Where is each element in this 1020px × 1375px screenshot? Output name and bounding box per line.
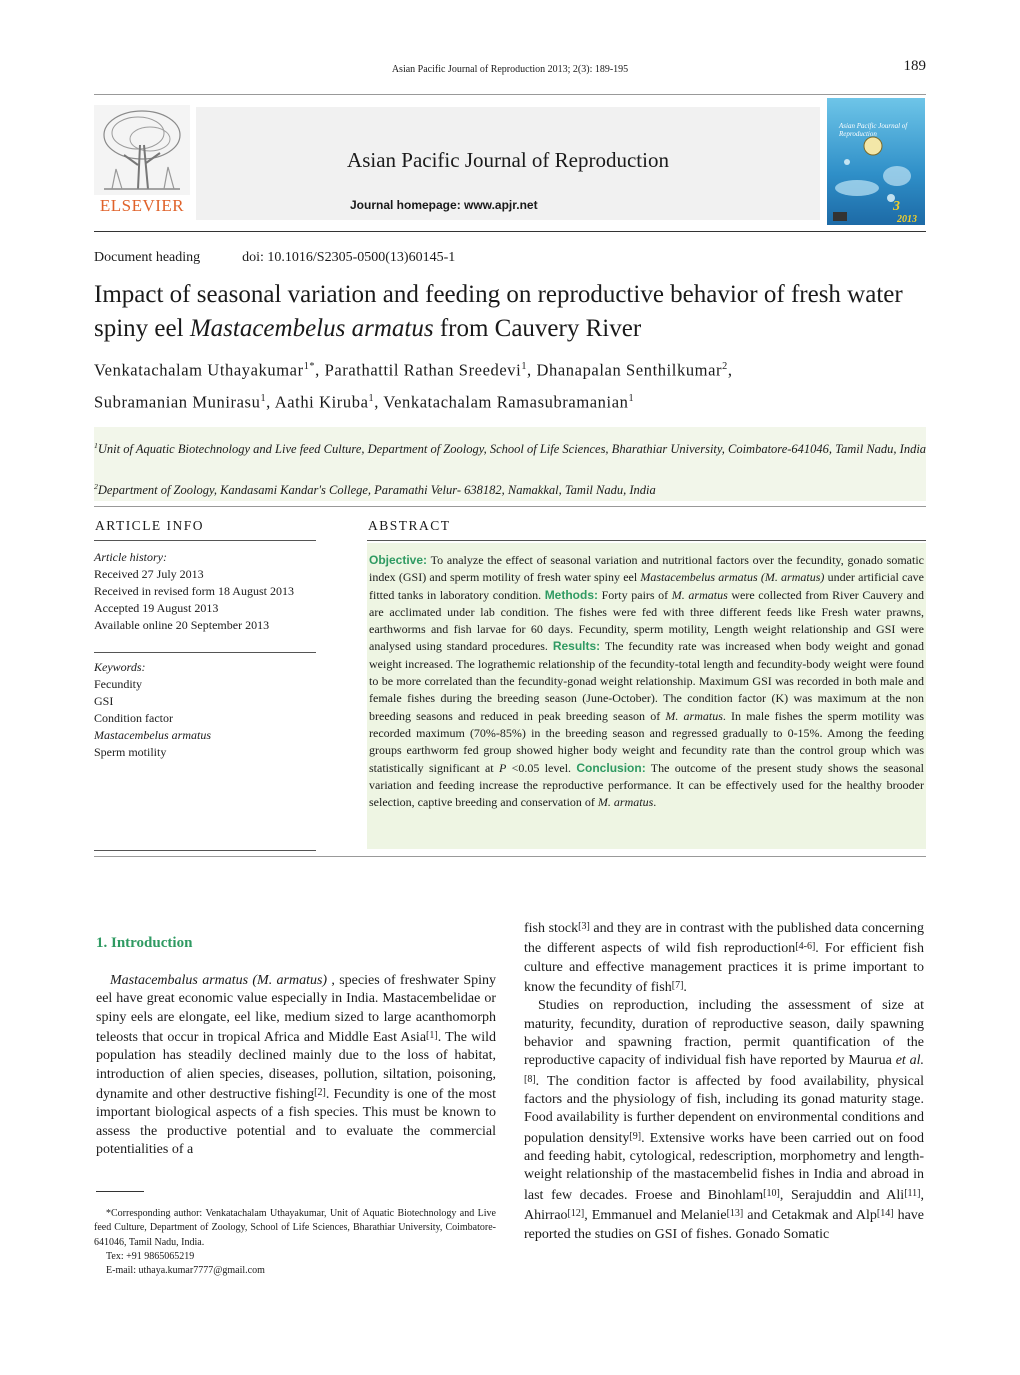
author-affiliation-mark: 1: [368, 392, 375, 404]
citation: [13]: [726, 1208, 744, 1220]
page-number: 189: [903, 58, 926, 74]
cover-issue: 3: [893, 199, 900, 214]
citation: [9]: [629, 1130, 642, 1142]
keywords-rule: [94, 850, 316, 851]
objective-label: Objective:: [369, 553, 428, 567]
author-affiliation-mark: 1*: [303, 361, 316, 372]
results-label: Results:: [552, 639, 601, 654]
keyword: Fecundity: [94, 677, 142, 691]
author-affiliation-mark: 2: [722, 361, 728, 372]
author: Subramanian Munirasu: [94, 392, 261, 411]
author-affiliation-mark: 1: [260, 392, 267, 404]
document-heading-line: [94, 250, 455, 266]
corresponding-author-footnote: *Corresponding author: Venkatachalam Uthayakumar, Unit of Aquatic Biotechnology and Live feed Culture, Department of Zoology, School of Life Sciences, Bharathiar University, Coimbatore-641046, Tamil Nadu, India. Tex: +91 9865065219 E-mail: uthaya.kumar7777@gmail.com: [94, 1207, 496, 1278]
intro-column-2: [524, 918, 924, 1244]
cover-title: Asian Pacific Journal of Reproduction: [839, 122, 908, 138]
running-header: Asian Pacific Journal of Reproduction 2013; 2(3): 189-195: [391, 64, 629, 75]
footnote-rule: [96, 1191, 144, 1192]
history-rule: [94, 652, 316, 653]
footnote-email[interactable]: E-mail: uthaya.kumar7777@gmail.com: [106, 1265, 265, 1277]
citation: [8]: [524, 1073, 536, 1085]
footnote-tel: Tex: +91 9865065219: [106, 1250, 195, 1262]
history-online: Available online 20 September 2013: [94, 618, 270, 632]
journal-cover-image: [827, 98, 925, 225]
intro-paragraph-2: Studies on reproduction, including the assessment of size at maturity, fecundity, duration of reproductive season, daily spawning behavior and spawning fraction, permit quantification of the reproductive capacity of individual fish have reported by Maurua et al.[8]. The condition factor is affected by food availability, physical factors and the physiology of fish, including its gonad maturity stage. Food availability is further dependent on environmental conditions and population density[9]. Extensive works have been carried out on food and feeding habit, cytological, redescription, morphometry and length-weight relationship of the mastacembelid fishes in India and abroad in last few decades. Froese and Binohlam[10], Serajuddin and Ali[11], Ahirrao[12], Emmanuel and Melanie[13] and Cetakmak and Alp[14] have reported the studies on GSI of fishes. Gonado Somatic: [524, 998, 925, 1242]
article-title: Impact of seasonal variation and feeding on reproductive behavior of fresh water spiny eel Mastacembelus armatus from Cauvery River: [94, 281, 903, 342]
abstract-heading: ABSTRACT: [368, 518, 451, 533]
affiliation-2: $^2$Department of Zoology, Kandasami Kandar's College, Paramathi Velur- 638182, Namakkal, Tamil Nadu, India: [94, 482, 656, 498]
intro-paragraph-1-continued: fish stock[3] and they are in contrast with the published data concerning the different aspects of wild fish reproduction[4-6]. For efficient fish culture and effective management practices it is prime important to know the fecundity of fish[7].: [524, 921, 924, 996]
history-received: Received 27 July 2013: [94, 567, 204, 581]
citation: [14]: [876, 1208, 894, 1220]
citation: [12]: [567, 1208, 585, 1220]
citation: [4-6]: [795, 941, 816, 953]
author-separator: ,: [266, 392, 275, 411]
keyword: Sperm motility: [94, 745, 167, 759]
citation: [1]: [426, 1030, 438, 1042]
elsevier-wordmark: ELSEVIER: [99, 196, 185, 215]
author: Dhanapalan Senthilkumar: [536, 360, 723, 380]
journal-homepage[interactable]: Journal homepage: www.apjr.net: [350, 198, 538, 212]
citation: [10]: [763, 1187, 780, 1199]
citation: [11]: [904, 1187, 921, 1199]
keyword: GSI: [94, 694, 114, 708]
author-separator: ,: [315, 360, 325, 380]
author-separator: ,: [374, 392, 384, 411]
citation: [2]: [314, 1087, 326, 1099]
top-rule: [94, 94, 926, 95]
article-info-rule: [94, 540, 316, 541]
header-rule: [94, 231, 926, 232]
history-revised: Received in revised form 18 August 2013: [94, 584, 294, 598]
citation: [7]: [671, 980, 684, 992]
journal-title: Asian Pacific Journal of Reproduction: [347, 148, 669, 172]
title-species: Mastacembelus armatus: [189, 315, 434, 342]
conclusion-label: Conclusion:: [576, 760, 646, 775]
author: Parathattil Rathan Sreedevi: [324, 360, 522, 380]
cover-year: 2013: [897, 214, 917, 225]
abstract-rule: [367, 540, 926, 541]
article-history: Article history: Received 27 July 2013 Received in revised form 18 August 2013 Accepted 19 August 2013 Available online 20 September 2013: [94, 549, 316, 634]
abstract-bottom-rule: [94, 856, 926, 857]
keyword: Mastacembelus armatus: [94, 728, 211, 742]
keyword: Condition factor: [94, 711, 173, 725]
section-rule: [94, 506, 926, 507]
history-accepted: Accepted 19 August 2013: [94, 601, 219, 615]
article-info-heading: ARTICLE INFO: [95, 518, 205, 533]
doi[interactable]: doi: 10.1016/S2305-0500(13)60145-1: [242, 250, 456, 265]
author-separator: ,: [727, 360, 733, 380]
citation: [3]: [578, 921, 590, 932]
keywords: Keywords: Fecundity GSI Condition factor Mastacembelus armatus Sperm motility: [94, 659, 316, 761]
author: Venkatachalam Uthayakumar: [94, 360, 304, 380]
author-affiliation-mark: 1: [628, 392, 635, 404]
author: Venkatachalam Ramasubramanian: [383, 392, 629, 411]
affiliation-1: $^1$Unit of Aquatic Biotechnology and Live feed Culture, Department of Zoology, School of Life Sciences, Bharathiar University, Coimbatore-641046, Tamil Nadu, India: [94, 441, 927, 457]
author: Aathi Kiruba: [274, 392, 369, 411]
document-heading: Document heading: [94, 250, 201, 265]
abstract-text: Objective: To analyze the effect of seasonal variation and nutritional factors over the fecundity, gonado somatic index (GSI) and sperm motility of fresh water spiny eel Mastacembelus armatus (M. armatus) under artificial cave fitted tanks in laboratory condition. Methods: Forty pairs of M. armatus were collected from River Cauvery and are acclimated under lab condition. The fishes were fed with three different feeds like Fresh water prawns, earthworms and fish larvae for 60 days. Fecundity, sperm motility, Length weight relationship and GSI were analysed using standard procedures. Results: The fecundity rate was increased when body weight and gonad weight increased. The lograthemic relationship of the fecundity-total length and fecundity-body weight were found to be more correlated than the fecundity-gonad weight relationship. Maximum GSI was recorded in both male and female fishes during the breeding season (June-October). The condition factor (K) was maximum at the non breeding seasons and reduced in peak breeding season of M. armatus. In male fishes the sperm motility was recorded maximum (70%-85%) in the breeding season and regressed gradually to 0-15%. Among the feeding groups earthworm fed group showed higher body weight and fecundity rate than the control group which was statistically significant at P <0.05 level. Conclusion: The outcome of the present study shows the seasonal variation and feeding increase the reproductive performance. It can be effectively used for the healthy brooder selection, captive breeding and conservation of M. armatus.: [369, 553, 924, 810]
author-affiliation-mark: 1: [521, 361, 528, 372]
author-list: [94, 353, 930, 416]
author-separator: ,: [527, 360, 537, 380]
intro-paragraph-1: Mastacembalus armatus (M. armatus) , species of freshwater Spiny eel have great economic value especially in India. Mastacembelidae or spiny eels are elongate, eel like, medium sized to large acanthomorph teleosts that occur in tropical Africa and Middle East Asia[1]. The wild population has steadily declined mainly due to the loss of habitat, introduction of alien species, diseases, pollution, siltation, poisoning, dynamite and other destructive fishing[2]. Fecundity is one of the most important biological aspects of a fish species. This must be known to assess the productive potential and to evaluate the commercial potentialities of a: [96, 973, 497, 1158]
methods-label: Methods:: [544, 587, 599, 602]
introduction-heading: 1. Introduction: [96, 935, 193, 951]
